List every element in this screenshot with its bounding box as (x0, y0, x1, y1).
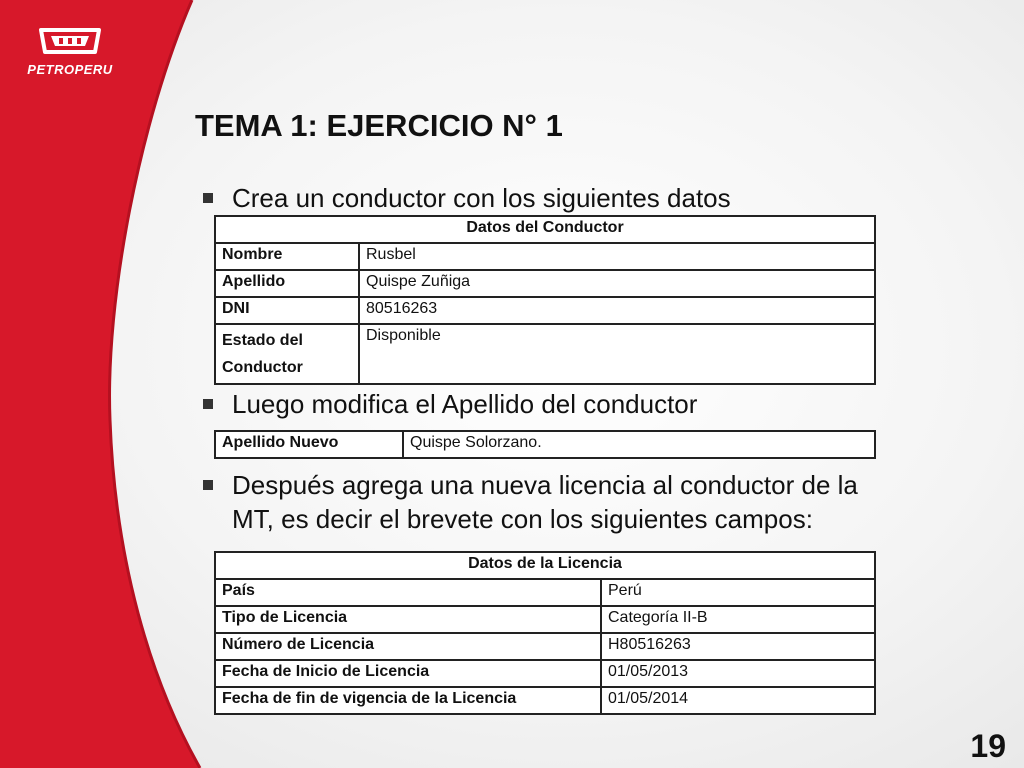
bullet-item-1 (203, 181, 843, 215)
licencia-label-pais: País (215, 579, 601, 606)
conductor-value-nombre: Rusbel (359, 243, 875, 270)
page-number: 19 (970, 728, 1006, 764)
bullet-text-2: Luego modifica el Apellido del conductor (232, 389, 698, 419)
conductor-value-estado: Disponible (359, 324, 875, 384)
petroperu-emblem-icon (37, 24, 103, 58)
conductor-value-dni: 80516263 (359, 297, 875, 324)
bullet-item-2 (203, 387, 843, 421)
licencia-label-tipo: Tipo de Licencia (215, 606, 601, 633)
licencia-value-fecha-inicio: 01/05/2013 (601, 660, 875, 687)
licencia-value-fecha-fin: 01/05/2014 (601, 687, 875, 714)
licencia-value-pais: Perú (601, 579, 875, 606)
bullet-marker (203, 193, 213, 203)
licencia-label-fecha-inicio: Fecha de Inicio de Licencia (215, 660, 601, 687)
licencia-label-numero: Número de Licencia (215, 633, 601, 660)
conductor-table-header: Datos del Conductor (215, 216, 875, 243)
licencia-label-fecha-fin: Fecha de fin de vigencia de la Licencia (215, 687, 601, 714)
conductor-label-apellido: Apellido (215, 270, 359, 297)
licencia-value-numero: H80516263 (601, 633, 875, 660)
conductor-label-nombre: Nombre (215, 243, 359, 270)
licencia-value-tipo: Categoría II-B (601, 606, 875, 633)
page-title: TEMA 1: EJERCICIO N° 1 (195, 108, 563, 143)
logo-text: PETROPERU (27, 62, 113, 77)
conductor-label-dni: DNI (215, 297, 359, 324)
petroperu-logo (14, 24, 126, 77)
conductor-table (214, 215, 876, 385)
conductor-label-estado: Estado del Conductor (215, 324, 359, 384)
bullet-text-1: Crea un conductor con los siguientes datos (232, 183, 731, 213)
licencia-table (214, 551, 876, 715)
bullet-marker (203, 480, 213, 490)
bullet-text-3: Después agrega una nueva licencia al conductor de la MT, es decir el brevete con los siguientes campos: (232, 470, 858, 534)
bullet-item-3 (203, 468, 903, 536)
conductor-value-apellido: Quispe Zuñiga (359, 270, 875, 297)
bullet-marker (203, 399, 213, 409)
licencia-table-header: Datos de la Licencia (215, 552, 875, 579)
apellido-table (214, 430, 876, 459)
apellido-value-nuevo: Quispe Solorzano. (403, 431, 875, 458)
apellido-label-nuevo: Apellido Nuevo (215, 431, 403, 458)
